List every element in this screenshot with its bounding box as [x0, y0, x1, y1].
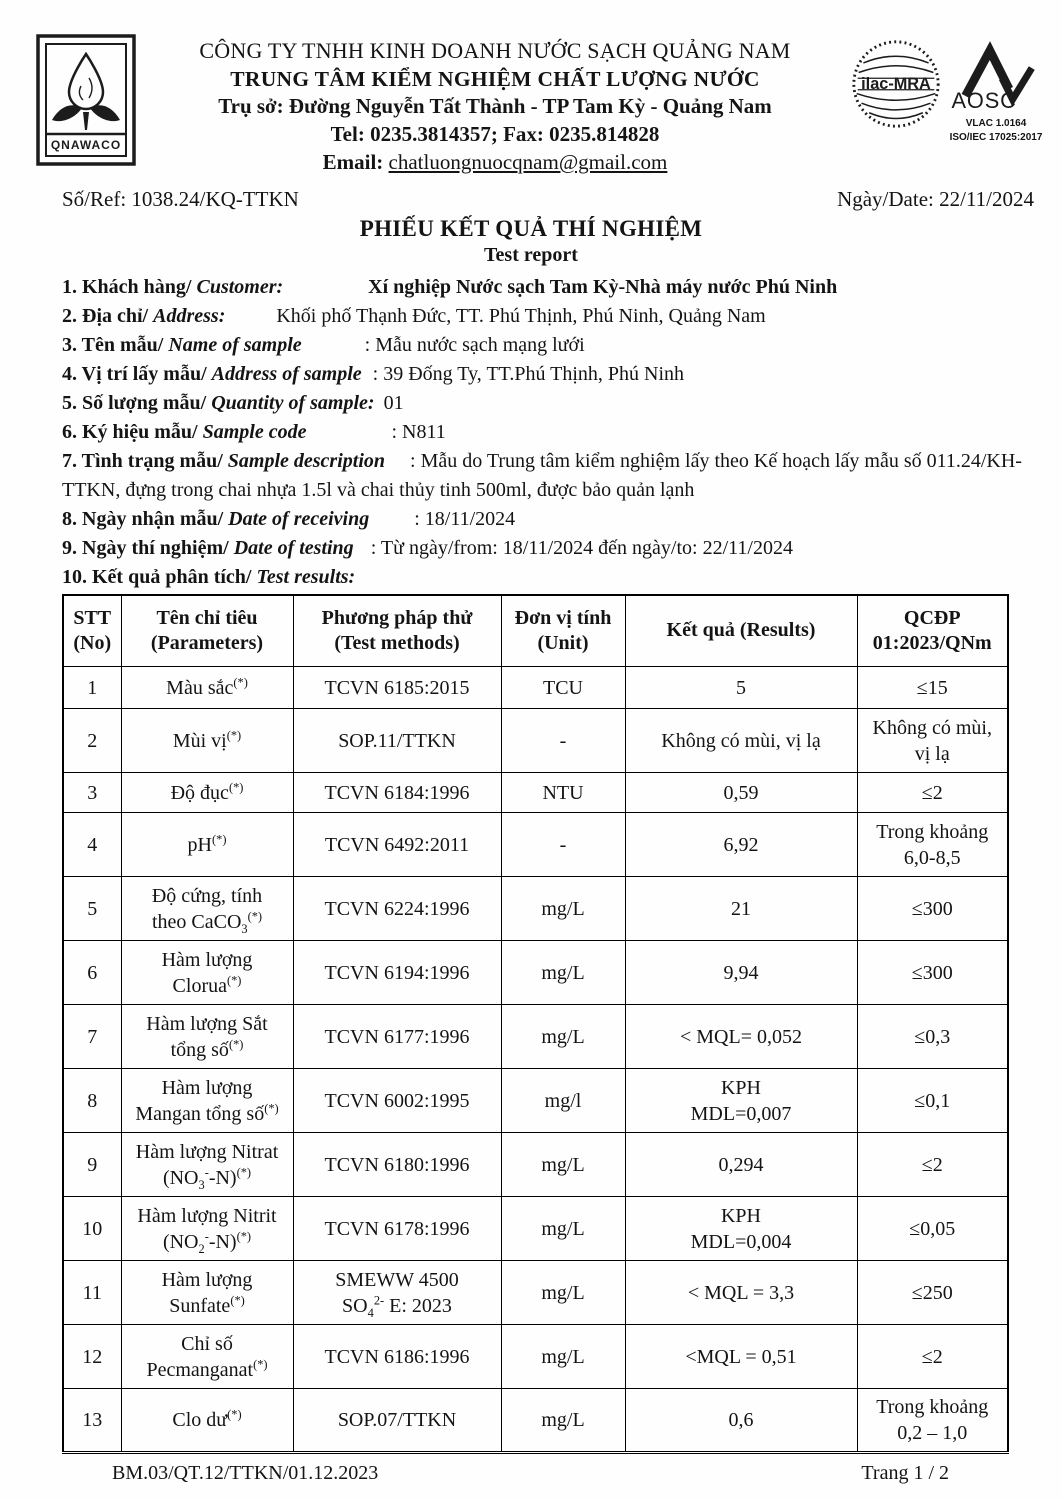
page-footer: [62, 1462, 1007, 1485]
table-row: [63, 941, 1008, 1005]
cell-result: <MQL = 0,51: [625, 1325, 857, 1389]
ilac-mra-text: ilac-MRA: [861, 74, 931, 93]
info-line: [62, 331, 1022, 360]
cell-unit: mg/L: [501, 877, 625, 941]
header-stt: [63, 595, 121, 667]
header-parameter-vi: Tên chỉ tiêu: [156, 606, 258, 629]
header-unit-vi: Đơn vị tính: [514, 606, 612, 629]
cell-parameter: Clo dư(*): [121, 1389, 293, 1453]
address-line: Trụ sở: Đường Nguyễn Tất Thành - TP Tam Kỳ - Quảng Nam: [218, 94, 772, 119]
info-line: [62, 273, 1022, 302]
cell-limit: ≤2: [857, 773, 1008, 813]
cell-unit: TCU: [501, 667, 625, 709]
info-label-vi: 5. Số lượng mẫu/: [62, 391, 207, 414]
table-row: [63, 1133, 1008, 1197]
cell-limit: Trong khoảng 6,0-8,5: [857, 813, 1008, 877]
table-row: [63, 877, 1008, 941]
vlac-code: VLAC 1.0164: [965, 118, 1027, 129]
test-results-table: [62, 594, 1009, 1455]
cell-result: 5: [625, 667, 857, 709]
document-header: [0, 0, 1062, 177]
info-label-en: Name of sample: [168, 333, 302, 356]
info-value: : 18/11/2024: [414, 507, 516, 530]
ref-label: Số/Ref:: [62, 186, 127, 211]
cell-method: SOP.11/TTKN: [293, 709, 501, 773]
cell-method: TCVN 6177:1996: [293, 1005, 501, 1069]
info-label-en: Sample code: [202, 420, 307, 443]
ilac-mra-stamp-icon: [850, 38, 942, 130]
cell-result: 6,92: [625, 813, 857, 877]
center-name: TRUNG TÂM KIỂM NGHIỆM CHẤT LƯỢNG NƯỚC: [230, 67, 760, 92]
cell-no: 9: [63, 1133, 121, 1197]
table-row: [63, 667, 1008, 709]
info-label-vi: 8. Ngày nhận mẫu/: [62, 507, 224, 530]
header-parameter-en: (Parameters): [150, 631, 264, 654]
info-label-en: Customer:: [196, 275, 284, 298]
cell-parameter: Chỉ số Pecmanganat(*): [121, 1325, 293, 1389]
cell-result: KPH MDL=0,007: [625, 1069, 857, 1133]
sample-info-list: [0, 267, 1062, 592]
page-subtitle: Test report: [484, 243, 578, 266]
cell-limit: ≤300: [857, 877, 1008, 941]
info-line: [62, 302, 1022, 331]
form-code: BM.03/QT.12/TTKN/01.12.2023: [112, 1462, 379, 1485]
cell-parameter: Hàm lượng Nitrat $(NO_3^--N)^{(*)}$: [121, 1133, 293, 1197]
cell-no: 8: [63, 1069, 121, 1133]
cell-no: 3: [63, 773, 121, 813]
cell-method: TCVN 6002:1995: [293, 1069, 501, 1133]
cell-no: 10: [63, 1197, 121, 1261]
header-unit-en: (Unit): [537, 631, 589, 654]
cell-result: 0,294: [625, 1133, 857, 1197]
info-value: Xí nghiệp Nước sạch Tam Kỳ-Nhà máy nước Phú Ninh: [368, 275, 838, 298]
table-row: [63, 1389, 1008, 1453]
table-row: [63, 1005, 1008, 1069]
cell-limit: ≤250: [857, 1261, 1008, 1325]
info-label-en: Date of receiving: [228, 507, 370, 530]
info-value: : N811: [391, 420, 446, 443]
cell-unit: NTU: [501, 773, 625, 813]
info-label-en: Sample description: [227, 449, 386, 472]
aosc-stamp: [946, 38, 1046, 144]
header-limit: [857, 595, 1008, 667]
company-info: [140, 34, 850, 177]
info-value: : Mẫu do Trung tâm kiểm nghiệm lấy theo Kế hoạch lấy mẫu số 011.24/KH-TTKN, đựng trong chai nhựa 1.5l và chai thủy tinh 500ml, được bảo quản lạnh: [62, 449, 1022, 501]
info-line: [62, 505, 1022, 534]
cell-parameter: Hàm lượng Nitrit $(NO_2^--N)^{(*)}$: [121, 1197, 293, 1261]
info-label-vi: 2. Địa chỉ/: [62, 304, 149, 327]
reference-row: [0, 177, 1062, 212]
cell-method: TCVN 6224:1996: [293, 877, 501, 941]
cell-limit: ≤0,05: [857, 1197, 1008, 1261]
info-line: [62, 534, 1022, 563]
cell-parameter: Hàm lượng Sunfate(*): [121, 1261, 293, 1325]
info-label-vi: 6. Ký hiệu mẫu/: [62, 420, 198, 443]
cell-unit: mg/L: [501, 1325, 625, 1389]
cell-method: TCVN 6194:1996: [293, 941, 501, 1005]
cell-parameter: Màu sắc(*): [121, 667, 293, 709]
cell-method: TCVN 6492:2011: [293, 813, 501, 877]
cell-parameter: Hàm lượng Sắt tổng số(*): [121, 1005, 293, 1069]
email-label: Email:: [322, 149, 384, 174]
info-label-vi: 1. Khách hàng/: [62, 275, 192, 298]
header-method-en: (Test methods): [334, 631, 460, 654]
cell-limit: Không có mùi, vị lạ: [857, 709, 1008, 773]
cell-method: SMEWW 4500 $SO_4^{2-}$ E: 2023: [293, 1261, 501, 1325]
info-label-vi: 4. Vị trí lấy mẫu/: [62, 362, 207, 385]
cell-unit: mg/L: [501, 941, 625, 1005]
info-value: 01: [383, 391, 404, 414]
results-heading: 10. Kết quả phân tích/ Test results:: [62, 565, 356, 588]
cell-no: 1: [63, 667, 121, 709]
header-stt-en: (No): [73, 631, 112, 654]
email-line: [140, 149, 850, 177]
tel-fax-line: Tel: 0235.3814357; Fax: 0235.814828: [330, 122, 660, 147]
info-label-vi: 9. Ngày thí nghiệm/: [62, 536, 229, 559]
ref-value: 1038.24/KQ-TTKN: [131, 186, 299, 211]
header-method-vi: Phương pháp thử: [321, 606, 473, 629]
cell-parameter: pH(*): [121, 813, 293, 877]
cell-no: 13: [63, 1389, 121, 1453]
aosc-logo-icon: [948, 38, 1044, 112]
cell-method: TCVN 6184:1996: [293, 773, 501, 813]
cell-parameter: Hàm lượng Clorua(*): [121, 941, 293, 1005]
table-row: [63, 1069, 1008, 1133]
header-parameter: [121, 595, 293, 667]
accreditation-stamps: [850, 34, 1046, 144]
table-row: [63, 773, 1008, 813]
cell-result: 21: [625, 877, 857, 941]
cell-unit: mg/l: [501, 1069, 625, 1133]
info-label-en: Address of sample: [211, 362, 362, 385]
iso-standard: ISO/IEC 17025:2017: [949, 131, 1043, 143]
cell-limit: ≤2: [857, 1133, 1008, 1197]
document-date: [837, 187, 1034, 212]
info-value: : 39 Đống Ty, TT.Phú Thịnh, Phú Ninh: [372, 362, 685, 385]
cell-parameter: Mùi vị(*): [121, 709, 293, 773]
cell-method: TCVN 6180:1996: [293, 1133, 501, 1197]
date-value: 22/11/2024: [939, 186, 1034, 211]
info-value: Khối phố Thạnh Đức, TT. Phú Thịnh, Phú Ninh, Quảng Nam: [276, 304, 766, 327]
header-result: [625, 595, 857, 667]
cell-result: KPH MDL=0,004: [625, 1197, 857, 1261]
table-row: [63, 1261, 1008, 1325]
cell-result: 9,94: [625, 941, 857, 1005]
cell-unit: mg/L: [501, 1133, 625, 1197]
cell-method: SOP.07/TTKN: [293, 1389, 501, 1453]
aosc-text: AOSC: [951, 88, 1017, 112]
table-row: [63, 1325, 1008, 1389]
page-number: Trang 1 / 2: [861, 1462, 949, 1485]
qnawaco-logo: [36, 34, 140, 171]
info-label-vi: 7. Tình trạng mẫu/: [62, 449, 223, 472]
date-label: Ngày/Date:: [837, 186, 934, 211]
logo-text: QNAWACO: [50, 138, 122, 152]
cell-parameter: Hàm lượng Mangan tổng số(*): [121, 1069, 293, 1133]
info-label-en: Quantity of sample:: [211, 391, 375, 414]
cell-no: 6: [63, 941, 121, 1005]
cell-result: 0,6: [625, 1389, 857, 1453]
header-limit-l1: QCĐP: [903, 606, 961, 629]
cell-limit: ≤2: [857, 1325, 1008, 1389]
info-label-en: Date of testing: [233, 536, 354, 559]
cell-no: 12: [63, 1325, 121, 1389]
page-title: PHIẾU KẾT QUẢ THÍ NGHIỆM: [359, 215, 703, 241]
info-label-vi: 3. Tên mẫu/: [62, 333, 164, 356]
cell-no: 5: [63, 877, 121, 941]
cell-parameter: Độ cứng, tính theo CaCO$_3$(*): [121, 877, 293, 941]
cell-method: TCVN 6186:1996: [293, 1325, 501, 1389]
info-line: [62, 389, 1022, 418]
cell-unit: mg/L: [501, 1389, 625, 1453]
company-name: CÔNG TY TNHH KINH DOANH NƯỚC SẠCH QUẢNG NAM: [199, 38, 791, 63]
cell-method: TCVN 6185:2015: [293, 667, 501, 709]
info-line: [62, 360, 1022, 389]
cell-result: < MQL= 0,052: [625, 1005, 857, 1069]
info-line: [62, 447, 1022, 505]
cell-no: 11: [63, 1261, 121, 1325]
header-limit-l2: 01:2023/QNm: [872, 631, 992, 654]
cell-no: 2: [63, 709, 121, 773]
header-method: [293, 595, 501, 667]
cell-unit: mg/L: [501, 1197, 625, 1261]
cell-limit: ≤0,3: [857, 1005, 1008, 1069]
cell-result: < MQL = 3,3: [625, 1261, 857, 1325]
email-address: chatluongnuocqnam@gmail.com: [388, 149, 668, 174]
cell-no: 7: [63, 1005, 121, 1069]
info-value: : Từ ngày/from: 18/11/2024 đến ngày/to: 22/11/2024: [370, 536, 793, 559]
header-unit: [501, 595, 625, 667]
header-stt-vi: STT: [73, 606, 112, 629]
cell-method: TCVN 6178:1996: [293, 1197, 501, 1261]
water-drop-logo-icon: [36, 34, 136, 166]
table-row: [63, 1197, 1008, 1261]
cell-result: 0,59: [625, 773, 857, 813]
reference-number: [62, 187, 299, 212]
info-line: [62, 418, 1022, 447]
cell-no: 4: [63, 813, 121, 877]
info-value: : Mẫu nước sạch mạng lưới: [364, 333, 585, 356]
cell-limit: ≤300: [857, 941, 1008, 1005]
cell-unit: -: [501, 813, 625, 877]
table-header: [63, 595, 1008, 667]
table-row: [63, 813, 1008, 877]
cell-unit: mg/L: [501, 1261, 625, 1325]
cell-unit: -: [501, 709, 625, 773]
header-result-label: Kết quả (Results): [666, 619, 816, 642]
cell-unit: mg/L: [501, 1005, 625, 1069]
cell-result: Không có mùi, vị lạ: [625, 709, 857, 773]
cell-limit: ≤15: [857, 667, 1008, 709]
info-label-en: Address:: [153, 304, 226, 327]
table-row: [63, 709, 1008, 773]
cell-parameter: Độ đục(*): [121, 773, 293, 813]
cell-limit: Trong khoảng 0,2 – 1,0: [857, 1389, 1008, 1453]
cell-limit: ≤0,1: [857, 1069, 1008, 1133]
